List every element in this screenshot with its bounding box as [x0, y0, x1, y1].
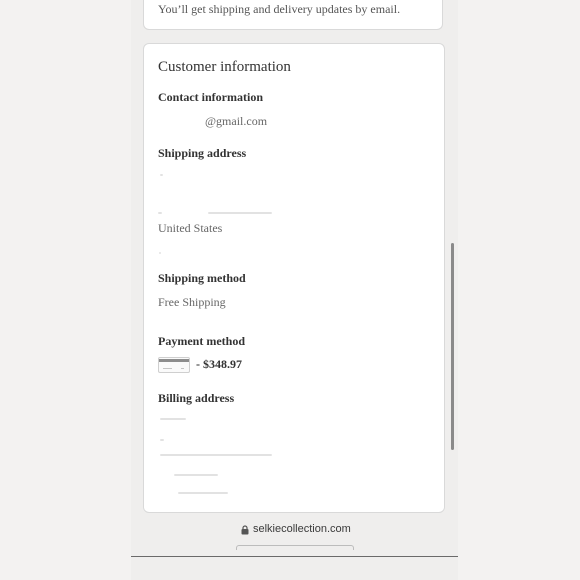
order-confirmation-card — [143, 0, 443, 30]
customer-information-card — [143, 43, 445, 513]
redacted-text — [160, 454, 272, 456]
payment-method-heading: Payment method — [158, 334, 245, 348]
redacted-text — [160, 418, 186, 420]
vertical-scrollbar[interactable] — [451, 243, 454, 450]
page-url[interactable]: selkiecollection.com — [253, 523, 351, 535]
redacted-text — [174, 474, 218, 476]
toolbar-divider — [131, 556, 458, 557]
redacted-text — [160, 439, 164, 441]
credit-card-icon — [158, 357, 190, 373]
shipping-method-value: Free Shipping — [158, 295, 226, 309]
shipping-updates-note: You’ll get shipping and delivery updates by email. — [158, 2, 401, 16]
browser-address-bar[interactable] — [131, 520, 458, 580]
redacted-text — [178, 492, 228, 494]
phone-screen — [131, 0, 458, 580]
redacted-text — [158, 212, 162, 214]
redacted-text — [159, 252, 161, 254]
card-title: Customer information — [158, 59, 291, 75]
contact-email: @gmail.com — [205, 114, 268, 128]
shipping-address-heading: Shipping address — [158, 146, 247, 160]
contact-information-heading: Contact information — [158, 90, 263, 104]
billing-address-heading: Billing address — [158, 391, 235, 405]
lock-icon — [241, 525, 249, 535]
redacted-text — [208, 212, 272, 214]
payment-amount: - $348.97 — [196, 357, 242, 371]
shipping-method-heading: Shipping method — [158, 271, 246, 285]
address-bar-handle — [236, 545, 354, 550]
shipping-country: United States — [158, 221, 223, 235]
redacted-text — [160, 174, 163, 176]
